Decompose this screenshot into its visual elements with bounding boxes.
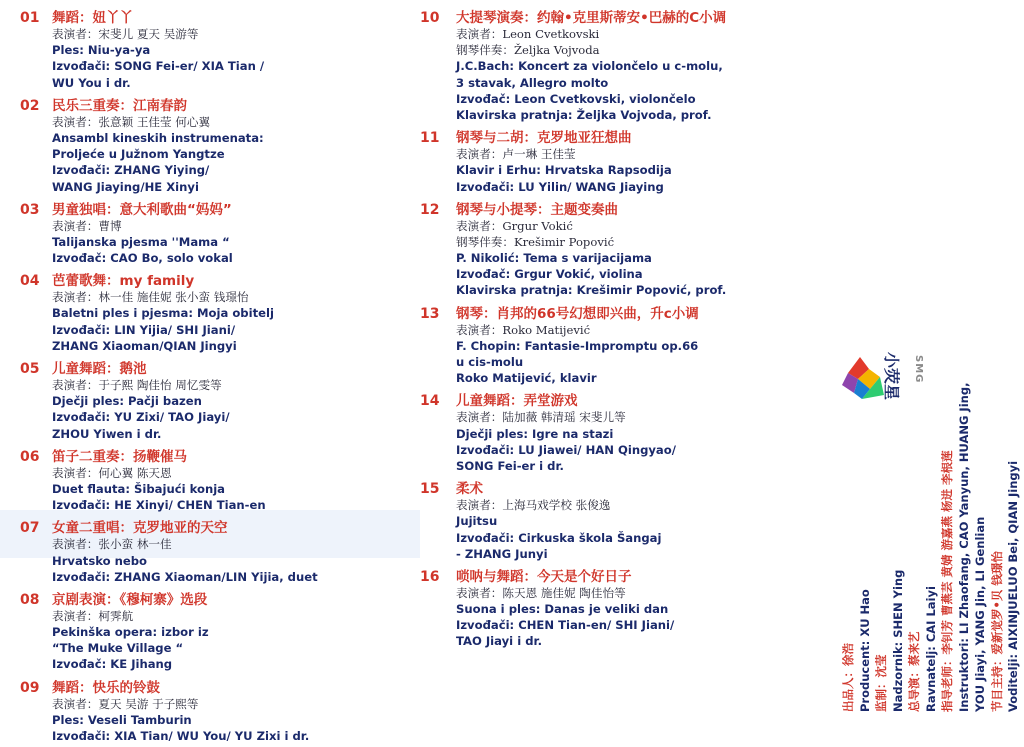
croatian-line: Izvođač: KE Jihang [52, 657, 173, 672]
credit-text: Producent: XU Hao [857, 589, 872, 712]
croatian-line: Roko Matijević, klavir [456, 371, 597, 386]
program-title: 女童二重唱：克罗地亚的天空 [52, 520, 228, 537]
performer-line: 表演者：林一佳 施佳妮 张小蛮 钱璟怡 [52, 290, 249, 305]
performer-line: 表演者：夏天 吴游 于子熙等 [52, 696, 199, 711]
croatian-line: Izvođači: LU Jiawei/ HAN Qingyao/ [456, 442, 676, 457]
program-item [420, 477, 830, 565]
croatian-line: u cis-molu [456, 355, 524, 369]
croatian-line: ZHANG Xiaoman/QIAN Jingyi [52, 338, 237, 353]
program-number: 10 [420, 10, 440, 26]
program-title: 笛子二重奏：扬鞭催马 [52, 448, 187, 465]
croatian-line: Baletni ples i pjesma: Moja obitelj [52, 306, 274, 321]
program-title: 儿童舞蹈：弄堂游戏 [456, 393, 578, 410]
performer-line: 表演者：何心翼 陈天恩 [52, 465, 172, 480]
croatian-line: Talijanska pjesma ''Mama “ [52, 234, 230, 249]
program-title: 钢琴与二胡：克罗地亚狂想曲 [456, 130, 632, 147]
program-number: 02 [20, 97, 40, 114]
program-title: 钢琴与小提琴：主题变奏曲 [456, 201, 618, 218]
credit-line [956, 312, 973, 712]
croatian-line: SONG Fei-er i dr. [456, 458, 564, 473]
program-number: 04 [20, 273, 40, 290]
croatian-line: Dječji ples: Igre na stazi [456, 426, 614, 441]
credit-text: Ravnatelj: CAI Laiyi [923, 586, 938, 712]
program-item-heading [20, 588, 415, 608]
program-item-heading [20, 94, 415, 114]
croatian-line: Proljeće u Južnom Yangtze [52, 147, 225, 162]
croatian-line: Izvođači: XIA Tian/ WU You/ YU Zixi i dr. [52, 729, 310, 743]
performer-line: 表演者：柯霁航 [52, 608, 134, 623]
program-title: 柔术 [456, 481, 483, 498]
program-item-heading [420, 565, 830, 585]
credit-text: Voditelji: AIXINJUELUO Bei, QIAN Jingyi [1006, 460, 1020, 712]
croatian-line: J.C.Bach: Koncert za violončelo u c-molu, [456, 59, 723, 74]
performer-line: 表演者：Roko Matijević [456, 322, 591, 337]
credit-line [1005, 312, 1022, 712]
program-title: 京剧表演：《穆柯寨》选段 [52, 591, 208, 608]
croatian-line: Ansambl kineskih instrumenata: [52, 130, 264, 145]
program-number: 15 [420, 481, 440, 498]
credit-line [923, 312, 940, 712]
performer-line: 表演者：卢一琳 王佳莹 [456, 147, 576, 162]
program-item [20, 588, 415, 676]
croatian-line: Izvođači: LIN Yijia/ SHI Jiani/ [52, 322, 236, 337]
logo-brand: SMG [913, 355, 924, 384]
credit-line [972, 312, 989, 712]
credit-line [989, 312, 1006, 712]
croatian-line: Izvođači: ZHANG Yiying/ [52, 163, 210, 178]
croatian-line: Ples: Veseli Tamburin [52, 712, 192, 727]
croatian-line: TAO Jiayi i dr. [456, 634, 542, 649]
performer-line: 表演者：张小蛮 林一佳 [52, 537, 172, 552]
credit-label: 总导演：蔡来艺 [907, 631, 921, 712]
performer-line: 表演者：陈天恩 施佳妮 陶佳怡等 [456, 585, 626, 600]
credit-label: 节目主持：爱新觉罗•贝 钱璟怡 [989, 551, 1004, 712]
credit-line [890, 312, 907, 712]
performer-line: 表演者：于子熙 陶佳怡 周忆雯等 [52, 378, 222, 392]
program-number: 08 [20, 591, 40, 608]
program-number: 14 [420, 393, 440, 410]
credit-text: YOU Jiayi, YANG Jin, LI Genlian [973, 516, 987, 712]
croatian-line: Izvođači: HE Xinyi/ CHEN Tian-en [52, 498, 266, 513]
program-item [20, 516, 415, 588]
program-title: 男童独唱：意大利歌曲“妈妈” [52, 201, 232, 218]
credit-label: 监制：沈莹 [874, 654, 888, 712]
croatian-line: Dječji ples: Pačji bazen [52, 394, 202, 409]
program-column-left [20, 6, 415, 747]
program-item-heading [20, 357, 415, 377]
program-item [20, 198, 415, 270]
program-item [20, 94, 415, 198]
credit-label: 指导老师：李钊芳 曹燕芸 黄婧 游嘉燕 杨进 李根莲 [940, 450, 954, 712]
program-item-heading [20, 676, 415, 696]
program-number: 12 [420, 201, 440, 218]
program-item [420, 302, 830, 390]
croatian-line: Klavirska pratnja: Željka Vojvoda, prof. [456, 107, 712, 122]
program-item-heading [420, 389, 830, 409]
croatian-line: Jujitsu [456, 514, 498, 529]
croatian-line: WANG Jiaying/HE Xinyi [52, 179, 199, 194]
croatian-line: WU You i dr. [52, 75, 131, 90]
performer-line: 钢琴伴奏：Krešimir Popović [456, 234, 615, 249]
croatian-line: - ZHANG Junyi [456, 546, 548, 561]
program-number: 03 [20, 201, 40, 218]
program-item [420, 198, 830, 302]
program-item-heading [420, 302, 830, 322]
program-item [420, 389, 830, 477]
program-item-heading [420, 126, 830, 146]
program-item [420, 565, 830, 653]
program-item-heading [20, 516, 415, 536]
croatian-line: Klavirska pratnja: Krešimir Popović, prof. [456, 283, 727, 298]
performer-line: 表演者：张意颖 王佳莹 何心翼 [52, 114, 211, 129]
croatian-line: “The Muke Village “ [52, 641, 184, 656]
program-title: 儿童舞蹈：鹅池 [52, 361, 147, 377]
credit-text: Nadzornik: SHEN Ying [890, 569, 905, 712]
croatian-line: Izvođači: ZHANG Xiaoman/LIN Yijia, duet [52, 569, 318, 584]
credit-label: 出品人：徐浩 [841, 643, 855, 712]
program-number: 06 [20, 448, 40, 465]
program-number: 05 [20, 361, 40, 377]
croatian-line: Izvođač: CAO Bo, solo vokal [52, 251, 233, 266]
credits-list [840, 312, 1022, 712]
program-title: 民乐三重奏：江南春韵 [52, 97, 187, 114]
croatian-line: P. Nikolić: Tema s varijacijama [456, 251, 652, 266]
croatian-line: Izvođači: LU Yilin/ WANG Jiaying [456, 179, 664, 194]
performer-line: 表演者：Grgur Vokić [456, 218, 573, 233]
credit-line [857, 312, 874, 712]
performer-line: 钢琴伴奏：Željka Vojvoda [456, 43, 600, 58]
program-item [20, 6, 415, 94]
program-title: 舞蹈：妞丫丫 [52, 10, 133, 26]
program-item-heading [420, 6, 830, 26]
program-title: 舞蹈：快乐的铃鼓 [52, 679, 160, 696]
program-number: 01 [20, 10, 40, 26]
program-item [20, 445, 415, 517]
credit-line [840, 312, 857, 712]
croatian-line: Klavir i Erhu: Hrvatska Rapsodija [456, 163, 672, 178]
program-item-heading [20, 198, 415, 218]
program-item [420, 6, 830, 126]
program-item-heading [420, 198, 830, 218]
croatian-line: F. Chopin: Fantasie-Impromptu op.66 [456, 338, 699, 353]
program-title: 大提琴演奏：约翰•克里斯蒂安•巴赫的C小调 [456, 10, 727, 26]
credit-line [873, 312, 890, 712]
credits-panel [836, 0, 1020, 726]
croatian-line: Izvođač: Leon Cvetkovski, violončelo [456, 91, 696, 106]
croatian-line: 3 stavak, Allegro molto [456, 75, 609, 90]
credit-line [939, 312, 956, 712]
croatian-line: Hrvatsko nebo [52, 553, 148, 568]
performer-line: 表演者：宋斐儿 夏天 吴游等 [52, 27, 199, 41]
logo-text: 小荧星 [882, 352, 901, 401]
program-number: 11 [420, 130, 440, 147]
croatian-line: Izvođači: Cirkuska škola Šangaj [456, 530, 662, 545]
program-item [20, 357, 415, 445]
program-item-heading [20, 269, 415, 289]
program-item-heading [20, 445, 415, 465]
program-title: 唢呐与舞蹈：今天是个好日子 [456, 568, 632, 585]
croatian-line: ZHOU Yiwen i dr. [52, 426, 162, 441]
croatian-line: Suona i ples: Danas je veliki dan [456, 602, 669, 617]
croatian-line: Izvođači: CHEN Tian-en/ SHI Jiani/ [456, 618, 675, 633]
performer-line: 表演者：上海马戏学校 张俊逸 [456, 498, 611, 513]
program-title: 钢琴：肖邦的66号幻想即兴曲，升c小调 [456, 305, 699, 322]
croatian-line: Ples: Niu-ya-ya [52, 43, 151, 58]
program-column-middle [420, 6, 830, 653]
program-item-heading [20, 6, 415, 26]
croatian-line: Duet flauta: Šibajući konja [52, 481, 226, 496]
program-item-heading [420, 477, 830, 497]
credit-line [906, 312, 923, 712]
croatian-line: Izvođači: SONG Fei-er/ XIA Tian / [52, 59, 265, 74]
performer-line: 表演者：曹博 [52, 218, 122, 233]
program-number: 13 [420, 305, 440, 322]
performer-line: 表演者：Leon Cvetkovski [456, 27, 600, 41]
program-number: 09 [20, 679, 40, 696]
program-item [20, 269, 415, 357]
performer-line: 表演者：陆加薇 韩清瑶 宋斐儿等 [456, 410, 626, 425]
program-title: 芭蕾歌舞：my family [52, 273, 195, 290]
croatian-line: Izvođač: Grgur Vokić, violina [456, 267, 643, 282]
croatian-line: Pekinška opera: izbor iz [52, 625, 209, 640]
program-item [420, 126, 830, 198]
program-number: 16 [420, 568, 440, 585]
credit-text: Instruktori: LI Zhaofang, CAO Yanyun, HUANG Jing, [956, 382, 971, 712]
program-item [20, 676, 415, 747]
program-number: 07 [20, 520, 40, 537]
croatian-line: Izvođači: YU Zixi/ TAO Jiayi/ [52, 410, 230, 425]
